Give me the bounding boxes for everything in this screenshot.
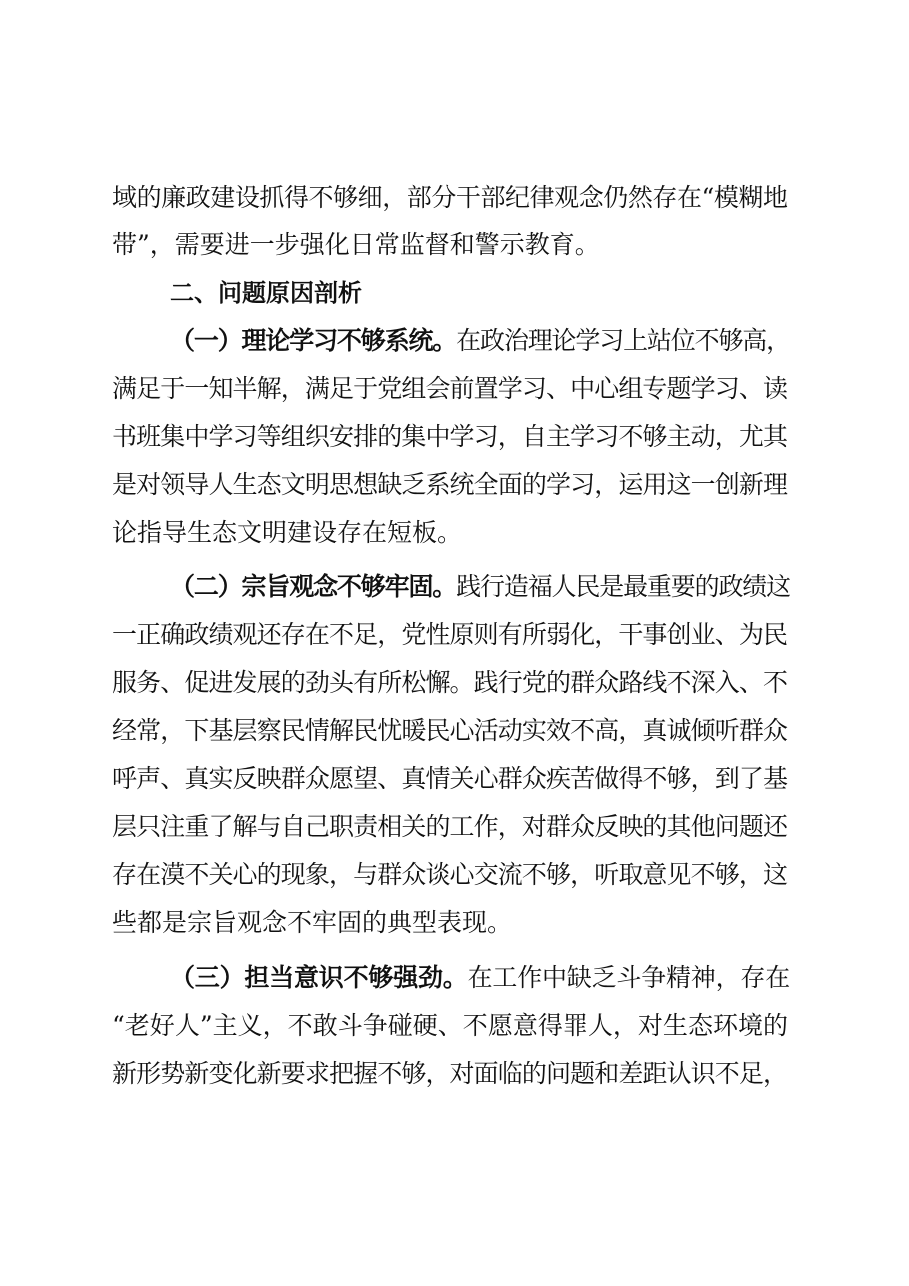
- paragraph-line: [112, 513, 788, 553]
- text-line: 一正确政绩观还存在不足，党性原则有所弱化，干事创业、为民: [112, 620, 788, 649]
- text-line: 服务、促进发展的劲头有所松懈。践行党的群众路线不深入、不: [112, 668, 788, 697]
- text-line: 存在漠不关心的现象，与群众谈心交流不够，听取意见不够，这: [112, 860, 788, 889]
- text-line: 呼声、真实反映群众愿望、真情关心群众疾苦做得不够，到了基: [112, 764, 788, 793]
- paragraph-first-line: [170, 321, 790, 361]
- paragraph-title: （三）担当意识不够强劲。: [170, 963, 468, 992]
- paragraph-line: [112, 615, 788, 655]
- paragraph-line: [112, 807, 788, 847]
- text-line: 满足于一知半解，满足于党组会前置学习、中心组专题学习、读: [112, 374, 788, 403]
- text-line: 域的廉政建设抓得不够细，部分干部纪律观念仍然存在“模糊地: [112, 183, 788, 212]
- text-line: 层只注重了解与自己职责相关的工作，对群众反映的其他问题还: [112, 812, 788, 841]
- text-line: 书班集中学习等组织安排的集中学习，自主学习不够主动，尤其: [112, 422, 788, 451]
- paragraph-line: [112, 711, 788, 751]
- paragraph-line: [112, 663, 788, 703]
- text-line: 践行造福人民是最重要的政绩这: [456, 572, 790, 601]
- paragraph-line: [112, 178, 788, 218]
- paragraph-line: [112, 465, 788, 505]
- paragraph-first-line: [170, 567, 790, 607]
- text-line: 带”，需要进一步强化日常监督和警示教育。: [112, 230, 600, 259]
- text-line: 经常，下基层察民情解民忧暖民心活动实效不高，真诚倾听群众: [112, 716, 788, 745]
- paragraph-first-line: [170, 958, 790, 998]
- text-line: 些都是宗旨观念不牢固的典型表现。: [112, 908, 513, 937]
- paragraph-line: [112, 855, 788, 895]
- paragraph-line: [112, 1006, 788, 1046]
- section-heading: 二、问题原因剖析: [170, 279, 362, 307]
- text-line: “老好人”主义，不敢斗争碰硬、不愿意得罪人，对生态环境的: [112, 1011, 788, 1040]
- text-line: 在政治理论学习上站位不够高，: [456, 326, 790, 355]
- paragraph-line: [112, 759, 788, 799]
- paragraph-title: （二）宗旨观念不够牢固。: [170, 572, 457, 601]
- paragraph-line: [112, 417, 788, 457]
- paragraph-line: [112, 225, 788, 265]
- text-line: 新形势新变化新要求把握不够，对面临的问题和差距认识不足，: [112, 1059, 788, 1088]
- paragraph-line: [112, 903, 788, 943]
- text-line: 论指导生态文明建设存在短板。: [112, 518, 463, 547]
- text-line: 是对领导人生态文明思想缺乏系统全面的学习，运用这一创新理: [112, 470, 788, 499]
- paragraph-line: [112, 369, 788, 409]
- paragraph-line: [112, 1054, 788, 1094]
- text-line: 在工作中缺乏斗争精神，存在: [467, 963, 790, 992]
- paragraph-title: （一）理论学习不够系统。: [170, 326, 457, 355]
